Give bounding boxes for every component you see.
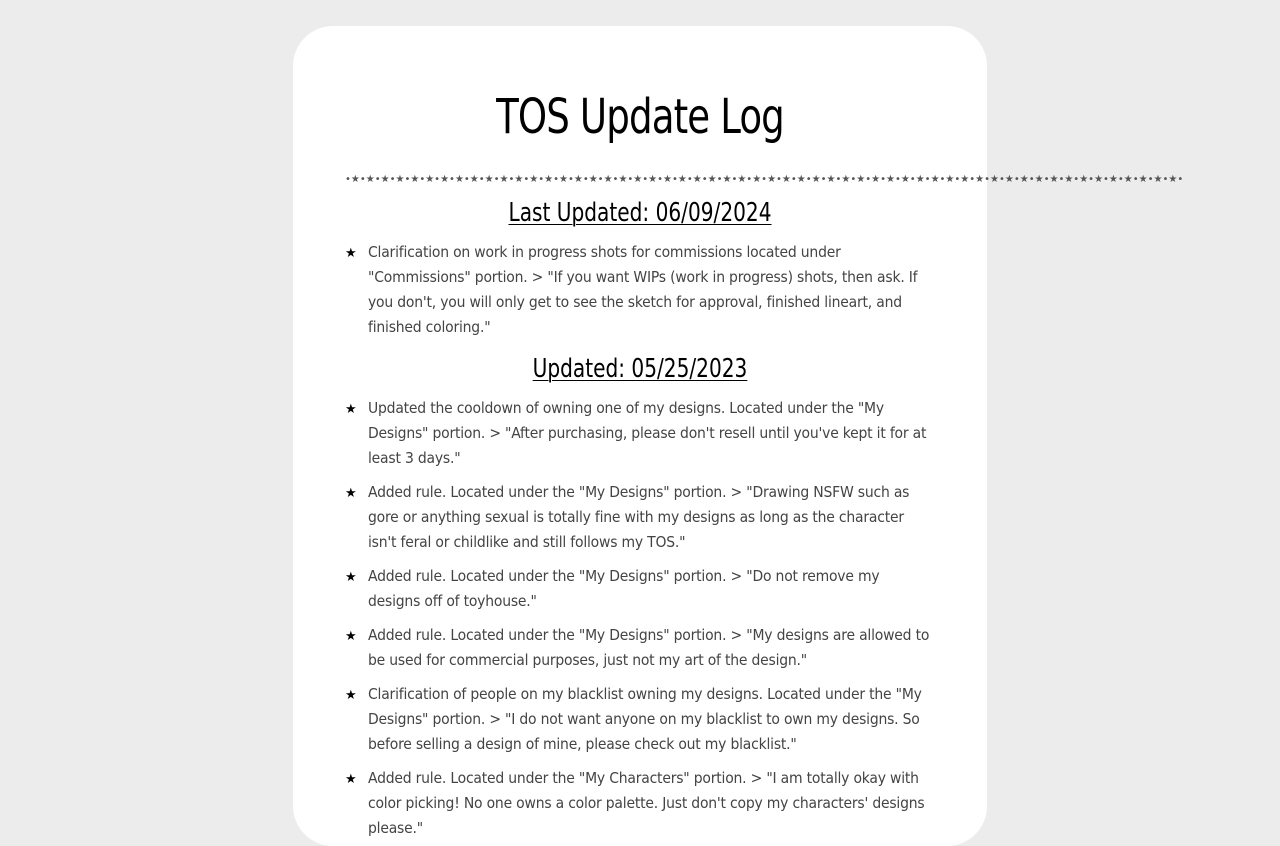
list-item xyxy=(345,240,935,340)
tos-card xyxy=(293,26,1184,846)
entry-text: Added rule. Located under the "My Designs" portion. > "My designs are allowed to be used for commercial purposes, just not my art of the design." xyxy=(368,626,930,669)
list-item xyxy=(345,564,935,614)
section-heading-previous: Updated: 05/25/2023 xyxy=(532,354,748,384)
entry-text: Updated the cooldown of owning one of my designs. Located under the "My Designs" portion. > "After purchasing, please don't resell until you've kept it for at least 3 days." xyxy=(368,399,927,467)
entry-text: Added rule. Located under the "My Designs" portion. > "Drawing NSFW such as gore or anything sexual is totally fine with my designs as long as the character isn't feral or childlike and still follows my TOS." xyxy=(368,483,910,551)
list-item xyxy=(345,396,935,471)
star-divider: •★•★•★•★•★•★•★•★•★•★•★•★•★•★•★•★•★•★•★•★•★•★•★•★•★•★•★•★•★•★•★•★•★•★•★•★•★•★•★•★•★•★•★•★•★•★•★•★•★•★•★•★•★•★•★•★• xyxy=(345,174,1184,185)
entry-text: Clarification of people on my blacklist owning my designs. Located under the "My Designs" portion. > "I do not want anyone on my blacklist to own my designs. So before selling a design of mine, please check out my blacklist." xyxy=(368,685,922,753)
entry-text: Added rule. Located under the "My Characters" portion. > "I am totally okay with color picking! No one owns a color palette. Just don't copy my characters' designs please." xyxy=(368,769,925,837)
star-icon: ★ xyxy=(345,629,357,644)
page-title: TOS Update Log xyxy=(496,89,784,145)
update-list-latest xyxy=(345,240,935,340)
star-icon: ★ xyxy=(345,772,357,787)
entry-text: Clarification on work in progress shots for commissions located under "Commissions" portion. > "If you want WIPs (work in progress) shots, then ask. If you don't, you will only get to see the sketch for approval, finished lineart, and finished coloring." xyxy=(368,243,918,336)
list-item xyxy=(345,480,935,555)
star-icon: ★ xyxy=(345,688,357,703)
star-icon: ★ xyxy=(345,486,357,501)
entry-text: Added rule. Located under the "My Designs" portion. > "Do not remove my designs off of toyhouse." xyxy=(368,567,880,610)
list-item xyxy=(345,623,935,673)
star-icon: ★ xyxy=(345,570,357,585)
star-icon: ★ xyxy=(345,402,357,417)
list-item xyxy=(345,682,935,757)
list-item xyxy=(345,766,935,841)
update-list-previous xyxy=(345,396,935,841)
section-heading-latest: Last Updated: 06/09/2024 xyxy=(508,198,772,228)
star-icon: ★ xyxy=(345,246,357,261)
